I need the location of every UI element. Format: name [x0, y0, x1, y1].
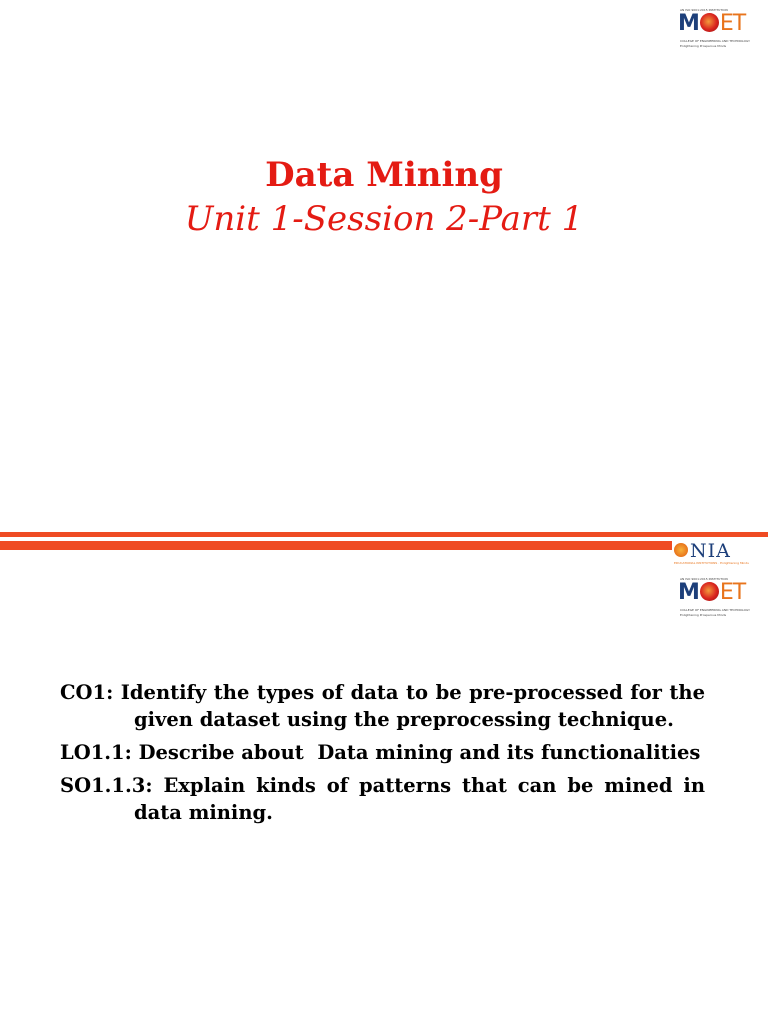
- objective-so1-1-3: SO1.1.3: Explain kinds of patterns that can be mined in data mining.: [60, 774, 705, 824]
- logo-letters-et: ET: [719, 11, 746, 36]
- slide-subtitle: Unit 1-Session 2-Part 1: [184, 199, 584, 239]
- objectives-slide: [0, 569, 768, 1024]
- mcet-logo: [674, 577, 762, 627]
- logo-college-name: COLLEGE OF ENGINEERING AND TECHNOLOGY: [680, 608, 750, 612]
- objectives-list: [60, 679, 705, 832]
- objective-co1: CO1: Identify the types of data to be pre-processed for the given dataset using the preprocessing technique.: [60, 681, 705, 731]
- logo-iso-text: AN ISO 9001:2015 INSTITUTION: [680, 8, 728, 12]
- objective-lo1-1: LO1.1: Describe about Data mining and its functionalities: [60, 741, 701, 764]
- logo-letter-m: M: [678, 580, 699, 605]
- logo-letter-m: M: [678, 11, 699, 36]
- logo-college-name: COLLEGE OF ENGINEERING AND TECHNOLOGY: [680, 39, 750, 43]
- footer-bar-thin: [0, 532, 768, 537]
- logo-iso-text: AN ISO 9001:2015 INSTITUTION: [680, 577, 728, 581]
- footer-bar-thick: [0, 541, 676, 550]
- sun-icon: [674, 543, 688, 557]
- nia-logo-tagline: EDUCATIONAL INSTITUTIONS · Enlightening Minds: [674, 561, 749, 565]
- logo-letters-et: ET: [719, 580, 746, 605]
- globe-icon: [700, 582, 719, 601]
- logo-tagline: Enlightening Prosperous Minds: [680, 44, 727, 48]
- globe-icon: [700, 13, 719, 32]
- logo-tagline: Enlightening Prosperous Minds: [680, 613, 727, 617]
- slide-title: Data Mining: [265, 155, 503, 195]
- nia-logo-text: NIA: [690, 540, 731, 562]
- mcet-logo: [674, 8, 762, 58]
- nia-logo: [672, 540, 768, 570]
